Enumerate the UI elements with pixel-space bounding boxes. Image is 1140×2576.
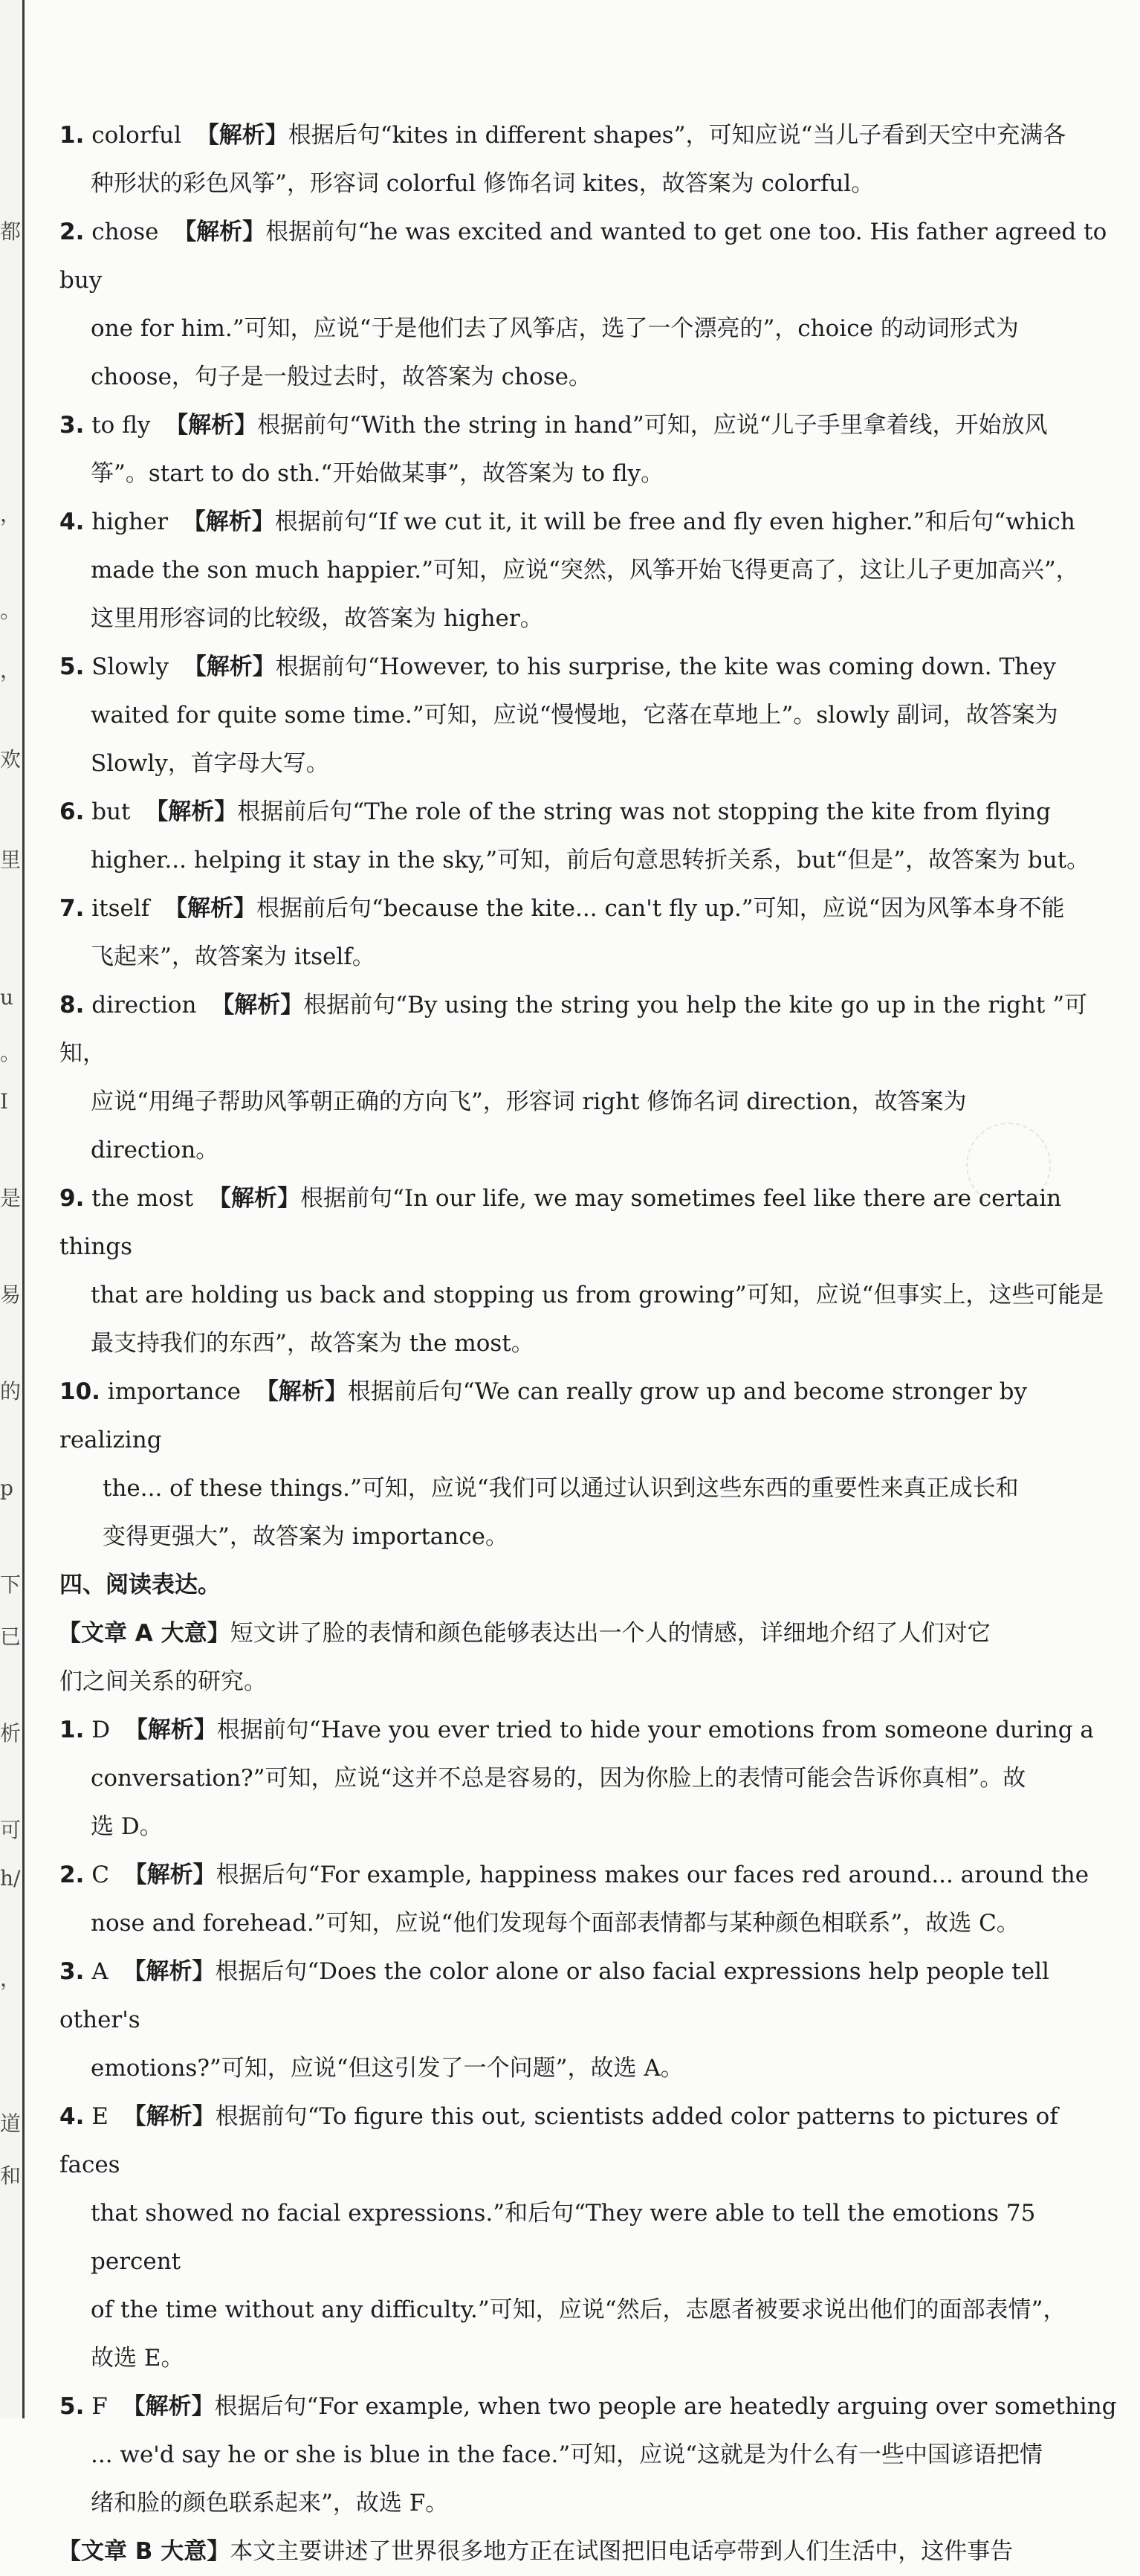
answer-text: importance: [107, 1378, 242, 1405]
analysis-text: 根据前后句“The role of the string was not stopping the kite from flying: [237, 798, 1051, 825]
analysis-label: 【解析】: [165, 412, 258, 439]
analysis-text: choose，句子是一般过去时，故答案为 chose。: [91, 364, 592, 390]
analysis-text: 根据前后句“because the kite... can't fly up.”可知，应说“因为风筝本身不能: [256, 895, 1065, 922]
analysis-text: 种形状的彩色风筝”，形容词 colorful 修饰名词 kites，故答案为 colorful。: [91, 170, 875, 197]
analysis-label: 【解析】: [122, 2393, 215, 2420]
summary-text: 短文讲了脸的表情和颜色能够表达出一个人的情感，详细地介绍了人们对它: [230, 1620, 991, 1647]
analysis-text: direction。: [91, 1137, 219, 1163]
answer-item: [59, 1175, 1122, 1368]
gutter-char: 的: [0, 1379, 22, 1404]
left-margin-strip: [0, 0, 25, 2418]
answer-text: chose: [91, 219, 159, 245]
item-number: 2.: [59, 219, 85, 245]
analysis-text: of the time without any difficulty.”可知，应说“然后，志愿者被要求说出他们的面部表情”，: [91, 2296, 1066, 2323]
answer-item: [59, 112, 1122, 208]
gutter-char: 都: [0, 219, 22, 244]
item-number: 9.: [59, 1185, 85, 1212]
item-number: 4.: [59, 2103, 85, 2130]
answer-text: direction: [91, 992, 197, 1019]
analysis-label: 【解析】: [255, 1378, 348, 1405]
answer-item: [59, 2383, 1122, 2528]
gutter-char: 。: [0, 598, 22, 623]
analysis-text: waited for quite some time.”可知，应说“慢慢地，它落在草地上”。slowly 副词，故答案为: [91, 702, 1058, 729]
answer-text: D: [91, 1717, 111, 1743]
answer-item: [59, 1706, 1122, 1851]
item-number: 10.: [59, 1378, 100, 1405]
analysis-text: 选 D。: [91, 1813, 163, 1840]
analysis-text: higher... helping it stay in the sky,”可知，前后句意思转折关系，but“但是”，故答案为 but。: [91, 847, 1090, 874]
analysis-label: 【解析】: [208, 1185, 300, 1212]
summary-text: 们之间关系的研究。: [59, 1668, 267, 1695]
analysis-text: 根据前句“he was excited and wanted to get one too. His father agreed to buy: [59, 219, 1107, 294]
analysis-text: nose and forehead.”可知，应说“他们发现每个面部表情都与某种颜色相联系”，故选 C。: [91, 1910, 1020, 1937]
item-number: 5.: [59, 2393, 85, 2420]
summary-text: 本文主要讲述了世界很多地方正在试图把旧电话亭带到人们生活中，这件事告: [230, 2538, 1014, 2565]
analysis-text: 根据后句“For example, happiness makes our faces red around... around the: [216, 1862, 1089, 1888]
analysis-text: 根据前句“By using the string you help the kite go up in the right ”可知，: [59, 992, 1088, 1067]
answer-item: [59, 1851, 1122, 1948]
gutter-char: 已: [0, 1624, 22, 1649]
item-number: 3.: [59, 1958, 85, 1985]
analysis-text: 根据前句“With the string in hand”可知，应说“儿子手里拿着线，开始放风: [257, 412, 1048, 439]
answer-text: itself: [91, 895, 150, 922]
gutter-char: 易: [0, 1282, 22, 1307]
item-number: 5.: [59, 653, 85, 680]
analysis-text: 根据后句“kites in different shapes”，可知应说“当儿子看到天空中充满各: [288, 122, 1066, 149]
analysis-label: 【解析】: [173, 219, 266, 245]
analysis-text: 应说“用绳子帮助风筝朝正确的方向飞”，形容词 right 修饰名词 direction，故答案为: [91, 1088, 967, 1115]
item-number: 6.: [59, 798, 85, 825]
analysis-text: 变得更强大”，故答案为 importance。: [103, 1523, 508, 1550]
gutter-char: u: [0, 985, 14, 1010]
answer-item: [59, 1948, 1122, 2093]
answer-item: [59, 2093, 1122, 2383]
answer-item: [59, 788, 1122, 885]
item-number: 3.: [59, 412, 85, 439]
analysis-label: 【解析】: [145, 798, 238, 825]
analysis-text: Slowly，首字母大写。: [91, 750, 329, 777]
analysis-text: 根据前后句“We can really grow up and become stronger by realizing: [59, 1378, 1028, 1453]
gutter-char: I: [0, 1089, 9, 1114]
analysis-text: the... of these things.”可知，应说“我们可以通过认识到这些东西的重要性来真正成长和: [103, 1475, 1019, 1502]
item-number: 1.: [59, 1717, 85, 1743]
analysis-label: 【解析】: [123, 1862, 216, 1888]
analysis-label: 【解析】: [123, 2103, 216, 2130]
analysis-label: 【解析】: [182, 509, 275, 535]
item-number: 1.: [59, 122, 85, 149]
answer-item: [59, 981, 1122, 1175]
gutter-char: 下: [0, 1572, 22, 1597]
answer-item: [59, 498, 1122, 643]
analysis-text: 根据前句“To figure this out, scientists added color patterns to pictures of faces: [59, 2103, 1058, 2178]
analysis-text: 筝”。start to do sth.“开始做某事”，故答案为 to fly。: [91, 460, 664, 487]
gutter-char: 是: [0, 1186, 22, 1210]
answer-text: E: [91, 2103, 109, 2130]
answer-text: colorful: [91, 122, 181, 149]
gutter-char: ，: [0, 502, 22, 526]
analysis-text: conversation?”可知，应说“这并不总是容易的，因为你脸上的表情可能会告诉你真相”。故: [91, 1765, 1026, 1792]
analysis-text: 根据前句“Have you ever tried to hide your emotions from someone during a: [216, 1717, 1094, 1743]
analysis-text: 飞起来”，故答案为 itself。: [91, 943, 375, 970]
item-number: 7.: [59, 895, 85, 922]
analysis-text: 根据前句“However, to his surprise, the kite was coming down. They: [275, 653, 1056, 680]
analysis-text: one for him.”可知，应说“于是他们去了风筝店，选了一个漂亮的”，choice 的动词形式为: [91, 315, 1019, 342]
gutter-char: 和: [0, 2163, 22, 2188]
analysis-label: 【解析】: [211, 992, 304, 1019]
analysis-text: 最支持我们的东西”，故答案为 the most。: [91, 1330, 534, 1357]
analysis-text: emotions?”可知，应说“但这引发了一个问题”，故选 A。: [91, 2055, 684, 2082]
analysis-text: made the son much happier.”可知，应说“突然，风筝开始飞得更高了，这让儿子更加高兴”，: [91, 557, 1079, 584]
gutter-char: p: [0, 1476, 13, 1500]
gutter-char: 里: [0, 848, 22, 872]
section-title: 四、阅读表达。: [59, 1572, 221, 1598]
summary-a: [59, 1610, 1122, 1706]
analysis-label: 【解析】: [123, 1958, 216, 1985]
analysis-text: that showed no facial expressions.”和后句“They were able to tell the emotions 75 percent: [91, 2200, 1036, 2275]
gutter-char: ，: [0, 1966, 22, 1991]
answer-text: C: [91, 1862, 109, 1888]
answer-item: [59, 208, 1122, 401]
answer-item: [59, 401, 1122, 498]
answer-text: higher: [91, 509, 169, 535]
answer-content: [59, 112, 1122, 2576]
analysis-label: 【解析】: [163, 895, 256, 922]
summary-b: [59, 2528, 1122, 2576]
analysis-label: 【解析】: [195, 122, 288, 149]
analysis-text: that are holding us back and stopping us from growing”可知，应说“但事实上，这些可能是: [91, 1282, 1104, 1308]
item-number: 4.: [59, 509, 85, 535]
answer-text: Slowly: [91, 653, 169, 680]
gutter-char: 。: [0, 1041, 22, 1065]
answer-text: the most: [91, 1185, 194, 1212]
item-number: 2.: [59, 1862, 85, 1888]
answer-item: [59, 643, 1122, 788]
gutter-char: h/: [0, 1866, 21, 1891]
analysis-text: 根据后句“For example, when two people are heatedly arguing over something: [214, 2393, 1117, 2420]
analysis-text: 根据后句“Does the color alone or also facial expressions help people tell other's: [59, 1958, 1049, 2033]
analysis-text: 绪和脸的颜色联系起来”，故选 F。: [91, 2490, 449, 2517]
analysis-text: 根据前句“In our life, we may sometimes feel like there are certain things: [59, 1185, 1062, 1260]
answer-item: [59, 885, 1122, 981]
analysis-text: 根据前句“If we cut it, it will be free and fly even higher.”和后句“which: [274, 509, 1075, 535]
analysis-label: 【解析】: [183, 653, 276, 680]
answer-text: F: [91, 2393, 108, 2420]
answer-text: to fly: [91, 412, 151, 439]
summary-label: 【文章 A 大意】: [58, 1620, 230, 1647]
analysis-text: 故选 E。: [91, 2345, 184, 2372]
gutter-char: 可: [0, 1818, 22, 1842]
analysis-label: 【解析】: [124, 1717, 217, 1743]
summary-label: 【文章 B 大意】: [58, 2538, 230, 2565]
item-number: 8.: [59, 992, 85, 1019]
answer-text: A: [91, 1958, 109, 1985]
analysis-text: 这里用形容词的比较级，故答案为 higher。: [91, 605, 543, 632]
gutter-char: ，: [0, 658, 22, 682]
analysis-text: ... we'd say he or she is blue in the face.”可知，应说“这就是为什么有一些中国谚语把情: [91, 2441, 1043, 2468]
gutter-char: 析: [0, 1721, 22, 1746]
answer-text: but: [91, 798, 131, 825]
gutter-char: 道: [0, 2111, 22, 2136]
answer-item: [59, 1368, 1122, 1561]
gutter-char: 欢: [0, 747, 22, 772]
